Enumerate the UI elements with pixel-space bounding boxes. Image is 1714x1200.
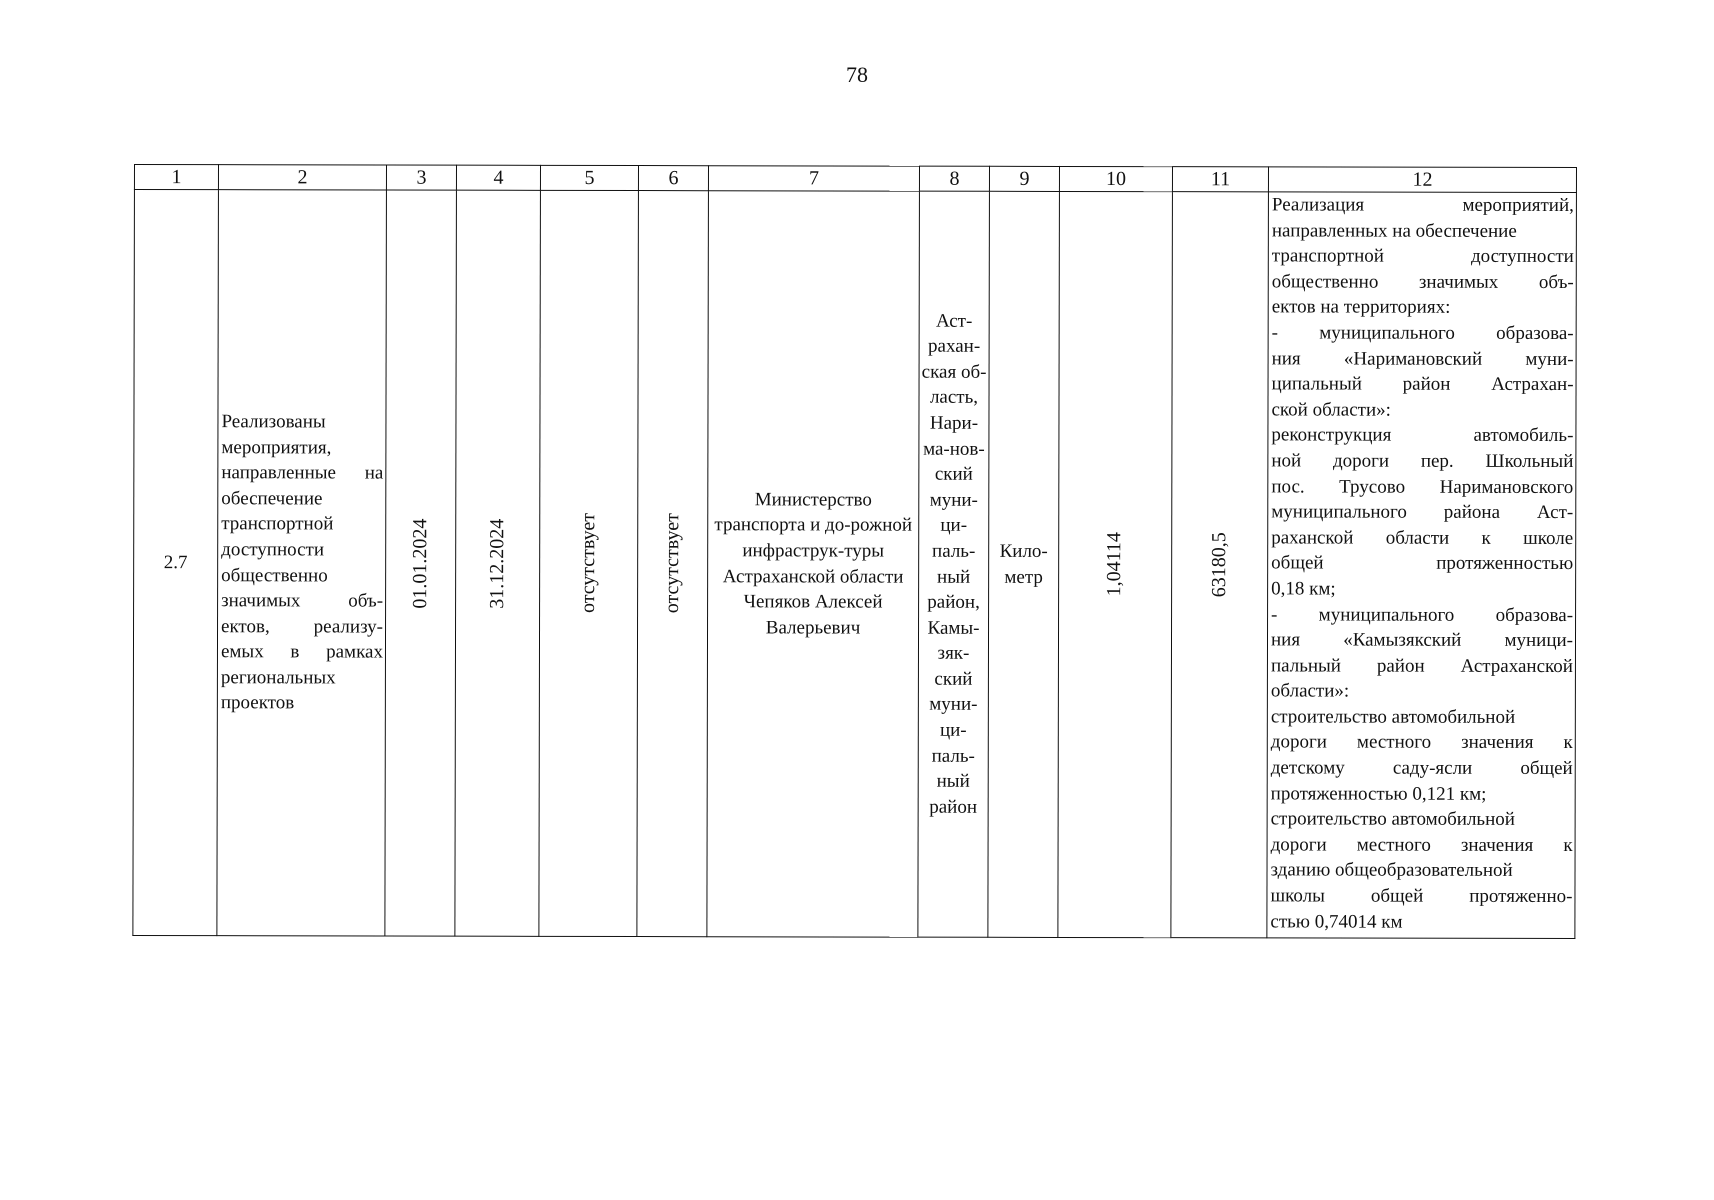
description-line: направленных на обеспечение [1271,219,1517,242]
value-cell [1058,191,1173,937]
funding-amount: 63180,5 [1207,532,1230,598]
implementation-description [1267,192,1577,939]
col5-cell [539,190,639,936]
column-number: 5 [540,165,638,190]
description-line: ской области»: [1271,399,1391,421]
table-row [133,190,1577,939]
description-line: протяженностью 0,121 км; [1270,783,1487,805]
start-date-cell [385,190,457,936]
measures-table [132,164,1577,939]
column-number: 4 [456,165,540,190]
description-line: ной дороги пер. Школьный [1271,450,1574,472]
column-number: 11 [1172,167,1268,192]
end-date-cell [455,190,541,936]
description-line: Реализация мероприятий, [1271,194,1574,217]
description-line: раханской области к школе [1271,527,1574,549]
description-line: ния «Камызякский муници- [1270,629,1574,652]
description-line: ния «Наримановский муни- [1271,347,1574,370]
description-line: дороги местного значения к [1270,731,1573,754]
page-number: 78 [846,62,868,87]
description-line: строительство автомобильной [1270,706,1516,728]
result-description: Реализованы мероприятия, направленные на обеспечение транспортной доступности общественно значимых объ-ектов, реализу-емых в рамках региональных проектов [217,190,387,936]
description-line: 0,18 км; [1271,578,1336,600]
col5-value: отсутствует [576,513,599,614]
column-number: 8 [919,166,989,191]
indicator-value: 1,04114 [1103,532,1126,597]
col6-cell [637,191,709,937]
description-line: пальный район Астраханской [1270,655,1573,677]
column-number: 12 [1268,167,1576,193]
row-number: 2.7 [133,190,219,936]
description-line: стью 0,74014 км [1270,911,1403,933]
column-number: 9 [989,166,1059,191]
territory: Аст-рахан-ская об-ласть, Нари-ма-нов-ский муни-ци-паль-ный район, Камы-зяк-ский муни-ци-паль-ный район [918,191,990,937]
description-line: муниципального района Аст- [1271,501,1574,524]
amount-cell [1171,192,1269,938]
description-line: реконструкция автомобиль- [1271,424,1574,447]
column-number-row [134,165,1576,193]
column-number: 1 [134,165,218,190]
description-line: ектов на территориях: [1271,296,1451,319]
description-line: общественно значимых объ- [1271,271,1574,293]
description-line: детскому саду-ясли общей [1270,757,1573,780]
description-line: зданию общеобразовательной [1270,859,1513,882]
column-number: 10 [1059,166,1172,191]
description-line: пос. Трусово Наримановского [1271,475,1574,498]
description-line: общей протяженностью [1271,552,1574,575]
col6-value: отсутствует [660,513,683,614]
description-line: ципальный район Астрахан- [1271,373,1574,396]
description-line: - муниципального образова- [1271,322,1574,344]
start-date: 01.01.2024 [408,518,431,609]
column-number: 6 [638,166,708,191]
column-number: 3 [386,165,456,190]
unit-of-measure: Кило-метр [988,191,1060,937]
column-number: 7 [708,166,919,191]
column-number: 2 [218,165,386,190]
description-line: области»: [1270,680,1350,702]
description-line: - муниципального образова- [1271,603,1574,626]
end-date: 31.12.2024 [485,518,508,609]
description-line: транспортной доступности [1271,245,1574,268]
description-line: дороги местного значения к [1270,834,1573,856]
responsible-person: Министерство транспорта и до-рожной инфраструк-туры Астраханской области Чепяков Алексей Валерьевич [707,191,920,937]
description-line: строительство автомобильной [1270,808,1515,831]
description-line: школы общей протяженно- [1270,885,1573,908]
